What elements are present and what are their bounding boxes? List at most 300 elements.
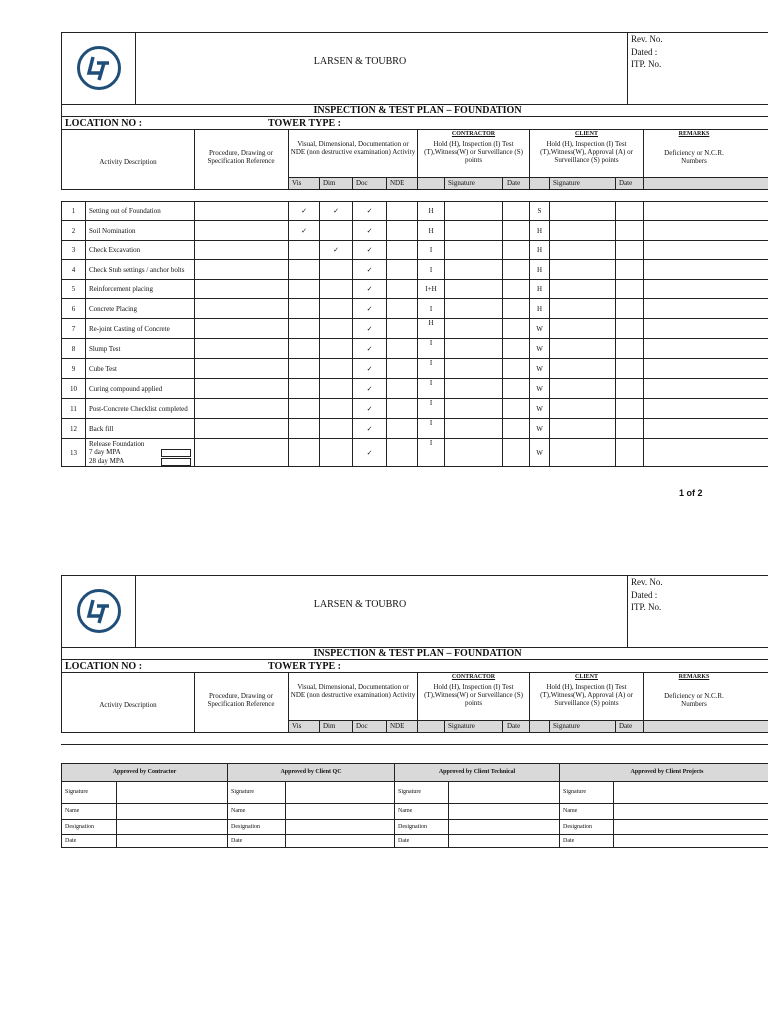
procedure-reference — [195, 319, 289, 339]
page-number: 1 of 2 — [679, 488, 703, 498]
sub-dim-2: Dim — [323, 722, 336, 730]
row-number: 1 — [62, 202, 86, 221]
sub-nde: NDE — [390, 179, 405, 187]
table-row — [62, 359, 768, 379]
client-signature — [550, 221, 616, 241]
client-signature — [550, 280, 616, 299]
row-number: 2 — [62, 221, 86, 241]
row-number: 3 — [62, 241, 86, 260]
approval-label: Designation — [560, 820, 614, 835]
procedure-reference — [195, 221, 289, 241]
remarks — [644, 202, 768, 221]
doc-check: ✓ — [353, 202, 387, 221]
nde-check — [387, 280, 418, 299]
approval-header: Approved by Contractor — [62, 764, 228, 782]
client-signature — [550, 339, 616, 359]
vis-check — [289, 339, 320, 359]
col-remarks-desc-2: Deficiency or N.C.R. Numbers — [664, 692, 724, 708]
doc-check: ✓ — [353, 419, 387, 439]
doc-check: ✓ — [353, 241, 387, 260]
dim-check — [320, 299, 353, 319]
approval-field[interactable] — [614, 804, 768, 820]
plan-title-2: INSPECTION & TEST PLAN – FOUNDATION — [313, 648, 522, 659]
dim-check — [320, 399, 353, 419]
rev-no-label: Rev. No. — [631, 34, 663, 44]
contractor-signature — [445, 241, 503, 260]
activity-description — [86, 359, 195, 379]
client-date — [616, 379, 644, 399]
approval-field[interactable] — [117, 835, 228, 848]
contractor-date — [503, 339, 530, 359]
vis-check — [289, 299, 320, 319]
activity-description — [86, 299, 195, 319]
activity-sub-line: 28 day MPA — [89, 456, 125, 465]
approval-field[interactable] — [117, 804, 228, 820]
col-contractor-desc: Hold (H), Inspection (I) Test (T),Witness(W) or Surveillance (S) points — [424, 140, 523, 164]
client-point: H — [530, 299, 550, 319]
client-date — [616, 399, 644, 419]
contractor-point: I — [418, 241, 445, 260]
dim-check — [320, 359, 353, 379]
procedure-reference — [195, 241, 289, 260]
activity-description — [86, 419, 195, 439]
col-vdn-2: Visual, Dimensional, Documentation or NDE (non destructive examination) Activity — [290, 683, 416, 699]
client-signature — [550, 260, 616, 280]
table-row — [62, 221, 768, 241]
client-date — [616, 299, 644, 319]
procedure-reference — [195, 260, 289, 280]
row-number: 12 — [62, 419, 86, 439]
contractor-point: H — [418, 202, 445, 221]
dim-check — [320, 419, 353, 439]
activity-description — [86, 319, 195, 339]
tower-type-label-2: TOWER TYPE : — [268, 661, 341, 672]
approval-row — [62, 782, 768, 804]
nde-check — [387, 241, 418, 260]
activity-sub-line: 7 day MPA — [89, 447, 121, 456]
dim-check: ✓ — [320, 241, 353, 260]
contractor-signature — [445, 299, 503, 319]
approval-field[interactable] — [449, 804, 560, 820]
client-signature — [550, 359, 616, 379]
approval-label: Designation — [228, 820, 286, 835]
approval-field[interactable] — [449, 820, 560, 835]
remarks — [644, 319, 768, 339]
approval-label: Name — [395, 804, 449, 820]
contractor-signature — [445, 339, 503, 359]
client-signature — [550, 319, 616, 339]
col-remarks-desc: Deficiency or N.C.R. Numbers — [664, 149, 724, 165]
nde-check — [387, 359, 418, 379]
procedure-reference — [195, 359, 289, 379]
table-row — [62, 399, 768, 419]
nde-check — [387, 221, 418, 241]
sub-vis-2: Vis — [292, 722, 302, 730]
dim-check: ✓ — [320, 202, 353, 221]
doc-check: ✓ — [353, 439, 387, 467]
activity-description-text: Slump Test — [89, 344, 121, 353]
dim-check — [320, 260, 353, 280]
contractor-point: I — [418, 379, 445, 399]
remarks — [644, 241, 768, 260]
table-row — [62, 319, 768, 339]
contractor-point: I — [418, 399, 445, 419]
client-point: W — [530, 359, 550, 379]
table-row — [62, 439, 768, 467]
row-number: 4 — [62, 260, 86, 280]
contractor-signature — [445, 319, 503, 339]
plan-title: INSPECTION & TEST PLAN – FOUNDATION — [313, 105, 522, 116]
approval-label: Date — [560, 835, 614, 848]
col-vdn: Visual, Dimensional, Documentation or NDE (non destructive examination) Activity — [290, 140, 416, 156]
contractor-date — [503, 359, 530, 379]
contractor-signature — [445, 260, 503, 280]
approval-label: Signature — [228, 782, 286, 804]
activity-description-text: Check Excavation — [89, 246, 141, 254]
procedure-reference — [195, 202, 289, 221]
col-contractor: CONTRACTOR — [451, 131, 496, 137]
col-procedure: Procedure, Drawing or Specification Reference — [207, 149, 275, 165]
nde-check — [387, 299, 418, 319]
activity-description — [86, 439, 195, 467]
sub-client-signature: Signature — [553, 179, 580, 187]
activity-description — [86, 399, 195, 419]
client-point: W — [530, 419, 550, 439]
doc-check: ✓ — [353, 339, 387, 359]
dim-check — [320, 280, 353, 299]
approval-label: Name — [228, 804, 286, 820]
dim-check — [320, 439, 353, 467]
approval-field[interactable] — [614, 835, 768, 848]
contractor-date — [503, 439, 530, 467]
doc-check: ✓ — [353, 299, 387, 319]
activity-table — [61, 201, 768, 467]
approval-label: Signature — [395, 782, 449, 804]
remarks — [644, 280, 768, 299]
client-point: W — [530, 339, 550, 359]
vis-check — [289, 260, 320, 280]
sub-client-date: Date — [619, 179, 633, 187]
procedure-reference — [195, 339, 289, 359]
contractor-signature — [445, 399, 503, 419]
procedure-reference — [195, 399, 289, 419]
approval-row — [62, 804, 768, 820]
activity-description-text: Back fill — [89, 424, 114, 433]
lt-logo-icon — [77, 589, 121, 633]
client-signature — [550, 379, 616, 399]
lt-logo-icon — [77, 46, 121, 90]
col-client-2: CLIENT — [574, 674, 598, 680]
approval-row — [62, 835, 768, 848]
activity-description — [86, 241, 195, 260]
client-point: W — [530, 379, 550, 399]
contractor-signature — [445, 419, 503, 439]
vis-check — [289, 399, 320, 419]
vis-check — [289, 439, 320, 467]
client-date — [616, 359, 644, 379]
activity-description-text: Release Foundation — [89, 439, 145, 448]
vis-check — [289, 359, 320, 379]
location-label: LOCATION NO : — [65, 118, 143, 129]
contractor-date — [503, 379, 530, 399]
itp-no-label-2: ITP. No. — [631, 602, 662, 612]
approval-label: Signature — [560, 782, 614, 804]
sub-contractor-date-2: Date — [507, 722, 521, 730]
nde-check — [387, 399, 418, 419]
approval-label: Designation — [62, 820, 117, 835]
dim-check — [320, 319, 353, 339]
contractor-signature — [445, 359, 503, 379]
row-number: 9 — [62, 359, 86, 379]
tower-type-label: TOWER TYPE : — [268, 118, 341, 129]
sub-client-date-2: Date — [619, 722, 633, 730]
procedure-reference — [195, 419, 289, 439]
approval-field[interactable] — [286, 804, 395, 820]
doc-check: ✓ — [353, 221, 387, 241]
activity-description-text: Setting out of Foundation — [89, 207, 161, 215]
contractor-date — [503, 221, 530, 241]
approval-label: Date — [395, 835, 449, 848]
approval-field[interactable] — [449, 835, 560, 848]
row-number: 6 — [62, 299, 86, 319]
dated-label: Dated : — [631, 47, 658, 57]
table-row — [62, 419, 768, 439]
remarks — [644, 221, 768, 241]
activity-description — [86, 202, 195, 221]
table-row — [62, 379, 768, 399]
dim-check — [320, 221, 353, 241]
table-row — [62, 260, 768, 280]
client-point: H — [530, 280, 550, 299]
activity-description-text: Concrete Placing — [89, 304, 138, 313]
client-point: W — [530, 439, 550, 467]
activity-description-text: Soil Nomination — [89, 226, 136, 235]
approvals-table — [61, 763, 768, 848]
client-signature — [550, 439, 616, 467]
doc-check: ✓ — [353, 319, 387, 339]
client-date — [616, 221, 644, 241]
approval-field[interactable] — [614, 820, 768, 835]
client-signature — [550, 241, 616, 260]
sub-client-signature-2: Signature — [553, 722, 580, 730]
sub-vis: Vis — [292, 179, 302, 187]
remarks — [644, 399, 768, 419]
table-row — [62, 202, 768, 221]
contractor-signature — [445, 280, 503, 299]
remarks — [644, 260, 768, 280]
client-date — [616, 280, 644, 299]
sub-doc: Doc — [356, 179, 368, 187]
client-date — [616, 202, 644, 221]
doc-check: ✓ — [353, 399, 387, 419]
activity-description-text: Re-joint Casting of Concrete — [89, 324, 170, 333]
mpa-value-box[interactable] — [161, 449, 191, 457]
approval-field[interactable] — [449, 782, 560, 804]
row-number: 8 — [62, 339, 86, 359]
sub-contractor-signature: Signature — [448, 179, 475, 187]
company-name-2: LARSEN & TOUBRO — [313, 599, 407, 610]
approval-field[interactable] — [117, 820, 228, 835]
client-date — [616, 339, 644, 359]
procedure-reference — [195, 379, 289, 399]
procedure-reference — [195, 439, 289, 467]
table-row — [62, 241, 768, 260]
client-date — [616, 439, 644, 467]
vis-check: ✓ — [289, 221, 320, 241]
dim-check — [320, 339, 353, 359]
contractor-point: H — [418, 319, 445, 339]
contractor-signature — [445, 439, 503, 467]
dim-check — [320, 379, 353, 399]
contractor-signature — [445, 221, 503, 241]
client-date — [616, 419, 644, 439]
col-activity-2: Activity Description — [99, 701, 157, 709]
doc-check: ✓ — [353, 359, 387, 379]
contractor-point: I — [418, 260, 445, 280]
activity-description-text: Curing compound applied — [89, 384, 163, 393]
approvals-header-row — [62, 764, 768, 782]
activity-description-text: Check Stub settings / anchor bolts — [89, 265, 185, 274]
nde-check — [387, 319, 418, 339]
client-point: W — [530, 399, 550, 419]
procedure-reference — [195, 280, 289, 299]
rev-no-label-2: Rev. No. — [631, 577, 663, 587]
dated-label-2: Dated : — [631, 590, 658, 600]
client-date — [616, 260, 644, 280]
contractor-point: H — [418, 221, 445, 241]
client-date — [616, 319, 644, 339]
col-contractor-desc-2: Hold (H), Inspection (I) Test (T),Witness(W) or Surveillance (S) points — [424, 683, 523, 707]
vis-check — [289, 241, 320, 260]
nde-check — [387, 419, 418, 439]
approval-field[interactable] — [614, 782, 768, 804]
vis-check — [289, 419, 320, 439]
col-contractor-2: CONTRACTOR — [451, 674, 496, 680]
contractor-date — [503, 260, 530, 280]
contractor-date — [503, 280, 530, 299]
row-number: 13 — [62, 439, 86, 467]
activity-description — [86, 339, 195, 359]
approval-field[interactable] — [286, 782, 395, 804]
vis-check — [289, 379, 320, 399]
approval-label: Date — [228, 835, 286, 848]
vis-check: ✓ — [289, 202, 320, 221]
contractor-signature — [445, 379, 503, 399]
nde-check — [387, 260, 418, 280]
client-signature — [550, 299, 616, 319]
client-signature — [550, 399, 616, 419]
nde-check — [387, 439, 418, 467]
nde-check — [387, 379, 418, 399]
col-client-desc: Hold (H), Inspection (I) Test (T),Witness(W), Approval (A) or Surveillance (S) points — [540, 140, 633, 164]
approval-field[interactable] — [286, 820, 395, 835]
table-row — [62, 339, 768, 359]
location-label-2: LOCATION NO : — [65, 661, 143, 672]
approval-label: Designation — [395, 820, 449, 835]
remarks — [644, 359, 768, 379]
vis-check — [289, 280, 320, 299]
contractor-signature — [445, 202, 503, 221]
client-point: H — [530, 221, 550, 241]
contractor-date — [503, 399, 530, 419]
mpa-value-box[interactable] — [161, 458, 191, 466]
doc-check: ✓ — [353, 280, 387, 299]
remarks — [644, 379, 768, 399]
col-client: CLIENT — [574, 131, 598, 137]
col-client-desc-2: Hold (H), Inspection (I) Test (T),Witness(W), Approval (A) or Surveillance (S) points — [540, 683, 633, 707]
remarks — [644, 299, 768, 319]
contractor-point: I — [418, 419, 445, 439]
activity-description-text: Post-Concrete Checklist completed — [89, 404, 188, 413]
activity-description — [86, 280, 195, 299]
contractor-date — [503, 319, 530, 339]
client-point: H — [530, 260, 550, 280]
row-number: 10 — [62, 379, 86, 399]
vis-check — [289, 319, 320, 339]
approval-row — [62, 820, 768, 835]
col-remarks: REMARKS — [678, 131, 710, 137]
approval-header: Approved by Client QC — [228, 764, 395, 782]
approval-header: Approved by Client Technical — [395, 764, 560, 782]
divider — [61, 744, 768, 745]
col-remarks-2: REMARKS — [678, 674, 710, 680]
approval-field[interactable] — [117, 782, 228, 804]
remarks — [644, 419, 768, 439]
row-number: 11 — [62, 399, 86, 419]
sub-contractor-date: Date — [507, 179, 521, 187]
client-signature — [550, 419, 616, 439]
itp-no-label: ITP. No. — [631, 59, 662, 69]
approval-label: Date — [62, 835, 117, 848]
approval-label: Name — [62, 804, 117, 820]
company-name: LARSEN & TOUBRO — [313, 56, 407, 67]
row-number: 7 — [62, 319, 86, 339]
client-date — [616, 241, 644, 260]
col-procedure-2: Procedure, Drawing or Specification Reference — [207, 692, 275, 708]
sub-doc-2: Doc — [356, 722, 368, 730]
approval-label: Signature — [62, 782, 117, 804]
client-point: S — [530, 202, 550, 221]
contractor-point: I — [418, 299, 445, 319]
remarks — [644, 339, 768, 359]
client-signature — [550, 202, 616, 221]
table-row — [62, 299, 768, 319]
contractor-point: I — [418, 359, 445, 379]
activity-description — [86, 379, 195, 399]
row-number: 5 — [62, 280, 86, 299]
approval-field[interactable] — [286, 835, 395, 848]
sub-contractor-signature-2: Signature — [448, 722, 475, 730]
contractor-date — [503, 419, 530, 439]
activity-description — [86, 260, 195, 280]
contractor-point: I+H — [418, 280, 445, 299]
contractor-date — [503, 241, 530, 260]
doc-check: ✓ — [353, 260, 387, 280]
nde-check — [387, 339, 418, 359]
approval-label: Name — [560, 804, 614, 820]
procedure-reference — [195, 299, 289, 319]
col-activity: Activity Description — [99, 158, 157, 166]
remarks — [644, 439, 768, 467]
contractor-date — [503, 202, 530, 221]
client-point: H — [530, 241, 550, 260]
contractor-point: I — [418, 339, 445, 359]
activity-description-text: Cube Test — [89, 364, 117, 373]
client-point: W — [530, 319, 550, 339]
approval-header: Approved by Client Projects — [560, 764, 768, 782]
sub-dim: Dim — [323, 179, 336, 187]
nde-check — [387, 202, 418, 221]
